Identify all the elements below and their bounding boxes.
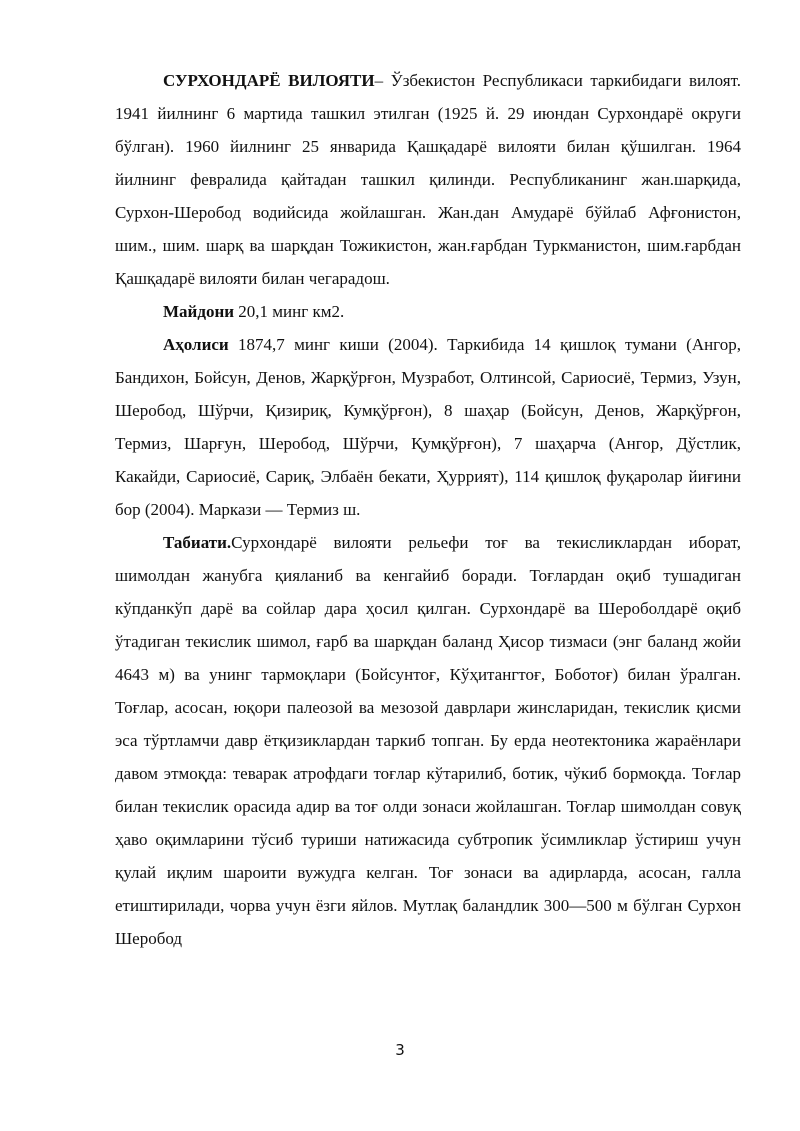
term-nature: Табиати. bbox=[163, 533, 232, 552]
document-body bbox=[115, 64, 741, 955]
term-area: Майдони bbox=[163, 302, 235, 321]
paragraph-nature bbox=[115, 526, 741, 955]
paragraph-area-text: 20,1 минг км2. bbox=[234, 302, 345, 321]
paragraph-intro bbox=[115, 64, 741, 295]
heading-region-name: СУРХОНДАРЁ ВИЛОЯТИ bbox=[163, 71, 375, 90]
term-population: Аҳолиси bbox=[163, 335, 229, 354]
page-number: 3 bbox=[395, 1041, 405, 1059]
paragraph-population bbox=[115, 328, 741, 526]
paragraph-area bbox=[115, 295, 741, 328]
paragraph-nature-text: Сурхондарё вилояти рельефи тоғ ва текисликлардан иборат, шимолдан жанубга қияланиб ва кенгайиб боради. Тоғлардан оқиб тушадиган кўпданкўп дарё ва сойлар дара ҳосил қилган. Сурхондарё ва Шероболдарё оқиб ўтадиган текислик шимол, ғарб ва шарқдан баланд Ҳисор тизмаси (энг баланд жойи 4643 м) ва унинг тармоқлари (Бойсунтоғ, Кўҳитангтоғ, Боботоғ) билан ўралган. Тоғлар, асосан, юқори палеозой ва мезозой даврлари жинсларидан, текислик қисми эса тўртламчи давр ётқизиклардан таркиб топган. Бу ерда неотектоника жараёнлари давом этмоқда: теварак атрофдаги тоғлар кўтарилиб, ботик, чўкиб бормоқда. Тоғлар билан текислик орасида адир ва тоғ олди зонаси жойлашган. Тоғлар шимолдан совуқ ҳаво оқимларини тўсиб туриши натижасида субтропик ўсимликлар ўстириш учун қулай иқлим шароити вужудга келган. Тоғ зонаси ва адирларда, асосан, галла етиштирилади, чорва учун ёзги яйлов. Мутлақ баландлик 300—500 м бўлган Сурхон Шеробод bbox=[115, 533, 741, 948]
paragraph-intro-text: – Ўзбекистон Республикаси таркибидаги вилоят. 1941 йилнинг 6 мартида ташкил этилган (1925 й. 29 июндан Сурхондарё округи бўлган). 1960 йилнинг 25 январида Қашқадарё вилояти билан қўшилган. 1964 йилнинг февралида қайтадан ташкил қилинди. Республиканинг жан.шарқида, Сурхон-Шеробод водийсида жойлашган. Жан.дан Амударё бўйлаб Афғонистон, шим., шим. шарқ ва шарқдан Тожикистон, жан.ғарбдан Туркманистон, шим.ғарбдан Қашқадарё вилояти билан чегарадош. bbox=[115, 71, 741, 288]
paragraph-population-text: 1874,7 минг киши (2004). Таркибида 14 қишлоқ тумани (Ангор, Бандихон, Бойсун, Денов, Жарқўрғон, Музработ, Олтинсой, Сариосиё, Термиз, Узун, Шеробод, Шўрчи, Қизириқ, Кумқўрғон), 8 шаҳар (Бойсун, Денов, Жарқўрғон, Термиз, Шарғун, Шеробод, Шўрчи, Қумқўрғон), 7 шаҳарча (Ангор, Дўстлик, Какайди, Сариосиё, Сариқ, Элбаён бекати, Ҳуррият), 114 қишлоқ фуқаролар йиғини бор (2004). Маркази — Термиз ш. bbox=[115, 335, 741, 519]
